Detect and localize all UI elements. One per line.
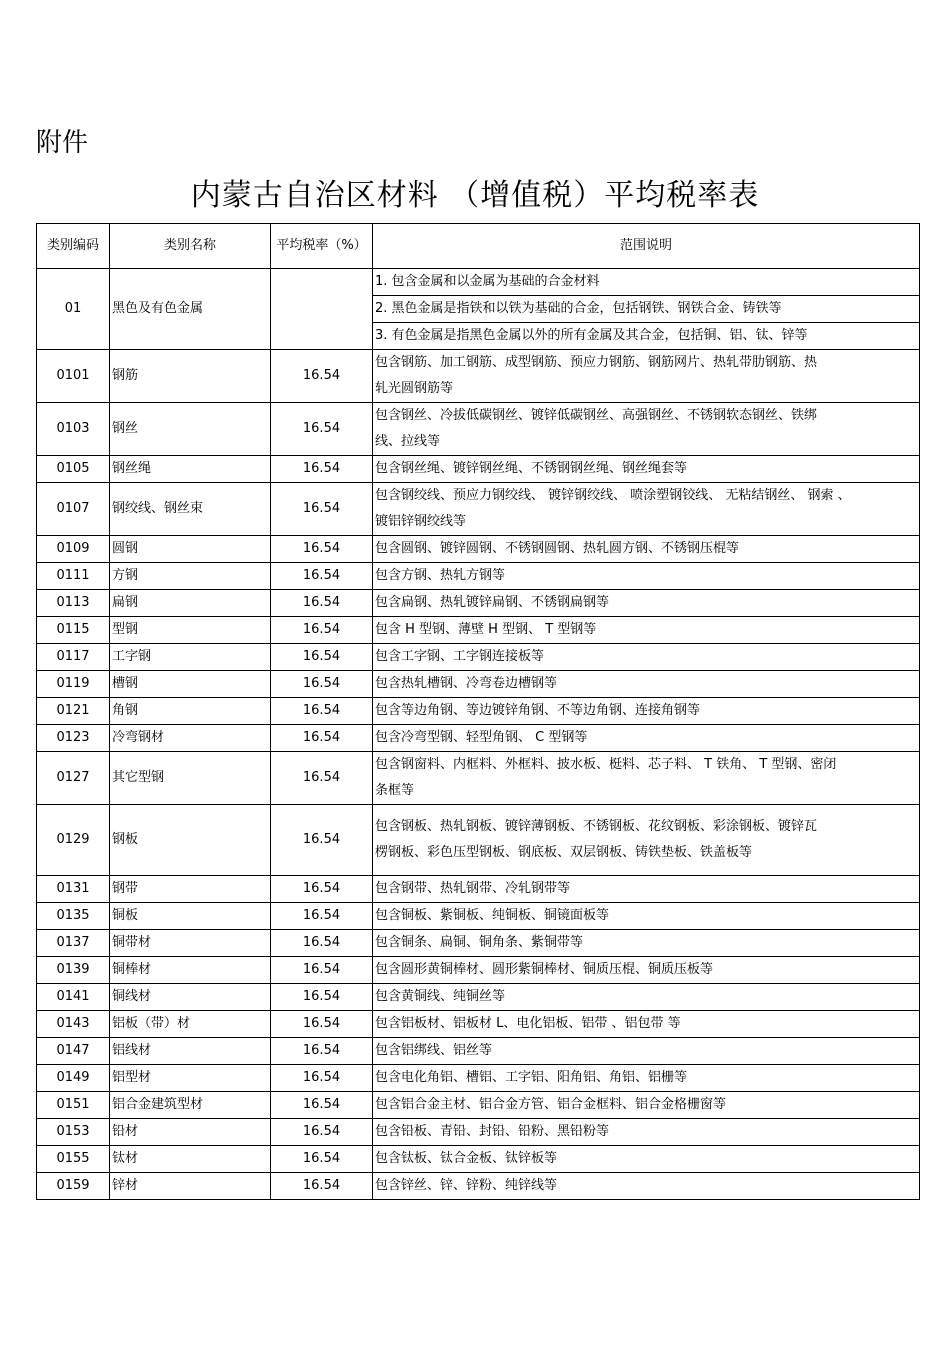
table-row — [37, 483, 920, 536]
row-code: 0153 — [37, 1119, 110, 1146]
attachment-label: 附件 — [36, 128, 89, 158]
tax-rate-table — [36, 223, 920, 1200]
table-row — [37, 671, 920, 698]
row-desc — [373, 1146, 920, 1173]
row-desc — [373, 698, 920, 725]
row-name: 工字钢 — [110, 644, 271, 671]
row-desc — [373, 984, 920, 1011]
table-row — [37, 1065, 920, 1092]
row-name: 钢板 — [110, 805, 271, 876]
table-row — [37, 1011, 920, 1038]
row-rate: 16.54 — [271, 698, 373, 725]
row-rate: 16.54 — [271, 1146, 373, 1173]
row-code: 0155 — [37, 1146, 110, 1173]
row-rate: 16.54 — [271, 671, 373, 698]
group-row — [37, 269, 920, 296]
table-row — [37, 1173, 920, 1200]
header-name: 类别名称 — [110, 224, 271, 269]
row-desc-line: 包含钢筋、加工钢筋、成型钢筋、预应力钢筋、钢筋网片、热轧带肋钢筋、热 — [375, 355, 818, 370]
row-name: 钢带 — [110, 876, 271, 903]
row-desc-line: 线、拉线等 — [375, 434, 441, 449]
row-code: 0149 — [37, 1065, 110, 1092]
row-code: 0129 — [37, 805, 110, 876]
table-row — [37, 644, 920, 671]
row-code: 0115 — [37, 617, 110, 644]
row-desc — [373, 403, 920, 456]
header-desc: 范围说明 — [373, 224, 920, 269]
row-code: 0105 — [37, 456, 110, 483]
table-row — [37, 1092, 920, 1119]
group-desc-line: 1. 包含金属和以金属为基础的合金材料 — [373, 269, 920, 296]
row-desc-line: 包含圆钢、镀锌圆钢、不锈钢圆钢、热轧圆方钢、不锈钢压棍等 — [375, 541, 740, 556]
group-desc-line: 3. 有色金属是指黑色金属以外的所有金属及其合金，包括铜、铝、钛、锌等 — [373, 323, 920, 350]
row-name: 钢丝绳 — [110, 456, 271, 483]
header-rate: 平均税率（%） — [271, 224, 373, 269]
row-desc-line: 包含 H 型钢、薄壁 H 型钢、 T 型钢等 — [375, 622, 597, 637]
group-desc-line: 2. 黑色金属是指铁和以铁为基础的合金，包括钢铁、钢铁合金、铸铁等 — [373, 296, 920, 323]
row-rate: 16.54 — [271, 644, 373, 671]
row-desc — [373, 350, 920, 403]
row-desc-line: 包含钢带、热轧钢带、冷轧钢带等 — [375, 881, 571, 896]
row-rate: 16.54 — [271, 536, 373, 563]
row-code: 0151 — [37, 1092, 110, 1119]
row-name: 锌材 — [110, 1173, 271, 1200]
row-desc — [373, 903, 920, 930]
row-desc-line: 包含锌丝、锌、锌粉、纯锌线等 — [375, 1178, 558, 1193]
group-code: 01 — [37, 269, 110, 350]
row-desc — [373, 1173, 920, 1200]
row-desc-line: 轧光圆钢筋等 — [375, 381, 454, 396]
row-rate: 16.54 — [271, 1119, 373, 1146]
row-code: 0131 — [37, 876, 110, 903]
row-name: 铝板（带）材 — [110, 1011, 271, 1038]
table-row — [37, 903, 920, 930]
row-desc-line: 包含黄铜线、纯铜丝等 — [375, 989, 506, 1004]
row-name: 槽钢 — [110, 671, 271, 698]
table-row — [37, 957, 920, 984]
row-code: 0147 — [37, 1038, 110, 1065]
row-desc — [373, 1119, 920, 1146]
row-name: 钛材 — [110, 1146, 271, 1173]
row-name: 其它型钢 — [110, 752, 271, 805]
row-rate: 16.54 — [271, 725, 373, 752]
row-rate: 16.54 — [271, 590, 373, 617]
row-code: 0137 — [37, 930, 110, 957]
row-name: 扁钢 — [110, 590, 271, 617]
row-desc-line: 包含热轧槽钢、冷弯卷边槽钢等 — [375, 676, 558, 691]
row-code: 0159 — [37, 1173, 110, 1200]
table-body — [37, 269, 920, 1200]
row-desc-line: 包含钢绞线、预应力钢绞线、 镀锌钢绞线、 喷涂塑钢铰线、 无粘结钢丝、 钢索 、 — [375, 488, 851, 503]
table-row — [37, 1119, 920, 1146]
row-code: 0107 — [37, 483, 110, 536]
row-desc — [373, 957, 920, 984]
row-code: 0141 — [37, 984, 110, 1011]
row-code: 0119 — [37, 671, 110, 698]
row-desc-line: 包含扁钢、热轧镀锌扁钢、不锈钢扁钢等 — [375, 595, 610, 610]
row-desc-line: 包含钢板、热轧钢板、镀锌薄钢板、不锈钢板、花纹钢板、彩涂钢板、镀锌瓦 — [375, 819, 818, 834]
row-name: 铝合金建筑型材 — [110, 1092, 271, 1119]
row-rate: 16.54 — [271, 1092, 373, 1119]
row-code: 0117 — [37, 644, 110, 671]
row-desc-line: 包含电化角铝、槽铝、工字铝、阳角铝、角铝、铝栅等 — [375, 1070, 688, 1085]
group-name: 黑色及有色金属 — [110, 269, 271, 350]
row-name: 方钢 — [110, 563, 271, 590]
row-code: 0121 — [37, 698, 110, 725]
table-row — [37, 805, 920, 876]
row-desc-line: 包含钛板、钛合金板、钛锌板等 — [375, 1151, 558, 1166]
table-header-row — [37, 224, 920, 269]
row-desc — [373, 1092, 920, 1119]
row-rate: 16.54 — [271, 1173, 373, 1200]
group-rate — [271, 269, 373, 350]
row-code: 0101 — [37, 350, 110, 403]
row-desc-line: 包含工字钢、工字钢连接板等 — [375, 649, 545, 664]
row-rate: 16.54 — [271, 876, 373, 903]
row-desc — [373, 930, 920, 957]
table-row — [37, 563, 920, 590]
row-name: 钢筋 — [110, 350, 271, 403]
row-desc-line: 楞钢板、彩色压型钢板、钢底板、双层钢板、铸铁垫板、铁盖板等 — [375, 845, 753, 860]
row-rate: 16.54 — [271, 752, 373, 805]
row-desc-line: 条框等 — [375, 783, 415, 798]
row-name: 钢丝 — [110, 403, 271, 456]
row-rate: 16.54 — [271, 456, 373, 483]
row-code: 0143 — [37, 1011, 110, 1038]
row-rate: 16.54 — [271, 617, 373, 644]
row-desc — [373, 644, 920, 671]
row-rate: 16.54 — [271, 483, 373, 536]
row-desc-line: 包含冷弯型钢、轻型角钢、 C 型钢等 — [375, 730, 588, 745]
row-code: 0103 — [37, 403, 110, 456]
row-desc — [373, 1011, 920, 1038]
table-row — [37, 350, 920, 403]
row-code: 0127 — [37, 752, 110, 805]
row-name: 冷弯钢材 — [110, 725, 271, 752]
table-row — [37, 725, 920, 752]
row-rate: 16.54 — [271, 903, 373, 930]
row-code: 0109 — [37, 536, 110, 563]
row-name: 铜线材 — [110, 984, 271, 1011]
table-row — [37, 1146, 920, 1173]
row-rate: 16.54 — [271, 984, 373, 1011]
row-desc-line: 包含钢丝、冷拔低碳钢丝、镀锌低碳钢丝、高强钢丝、不锈钢软态钢丝、铁绑 — [375, 408, 818, 423]
row-desc-line: 包含圆形黄铜棒材、圆形紫铜棒材、铜质压棍、铜质压板等 — [375, 962, 714, 977]
row-rate: 16.54 — [271, 403, 373, 456]
table-row — [37, 536, 920, 563]
row-desc — [373, 536, 920, 563]
row-desc — [373, 752, 920, 805]
row-code: 0123 — [37, 725, 110, 752]
row-desc-line: 包含铝合金主材、铝合金方管、铝合金框料、铝合金格栅窗等 — [375, 1097, 727, 1112]
row-rate: 16.54 — [271, 563, 373, 590]
row-desc — [373, 725, 920, 752]
table-row — [37, 930, 920, 957]
table-row — [37, 984, 920, 1011]
table-row — [37, 403, 920, 456]
page-title: 内蒙古自治区材料 （增值税）平均税率表 — [190, 178, 760, 213]
row-desc — [373, 590, 920, 617]
row-name: 钢绞线、钢丝束 — [110, 483, 271, 536]
row-desc-line: 包含铅板、青铅、封铅、铅粉、黑铅粉等 — [375, 1124, 610, 1139]
table-row — [37, 876, 920, 903]
row-rate: 16.54 — [271, 930, 373, 957]
row-name: 铝型材 — [110, 1065, 271, 1092]
row-rate: 16.54 — [271, 1038, 373, 1065]
row-name: 铜带材 — [110, 930, 271, 957]
table-row — [37, 456, 920, 483]
row-desc-line: 包含铜条、扁铜、铜角条、紫铜带等 — [375, 935, 584, 950]
row-rate: 16.54 — [271, 350, 373, 403]
row-name: 型钢 — [110, 617, 271, 644]
row-desc-line: 包含等边角钢、等边镀锌角钢、不等边角钢、连接角钢等 — [375, 703, 701, 718]
row-desc-line: 包含方钢、热轧方钢等 — [375, 568, 506, 583]
row-desc — [373, 617, 920, 644]
row-desc — [373, 483, 920, 536]
table-row — [37, 590, 920, 617]
row-name: 铝线材 — [110, 1038, 271, 1065]
row-desc — [373, 805, 920, 876]
table-row — [37, 617, 920, 644]
table-row — [37, 752, 920, 805]
row-desc — [373, 671, 920, 698]
row-rate: 16.54 — [271, 805, 373, 876]
row-desc-line: 镀铝锌钢绞线等 — [375, 514, 467, 529]
row-desc-line: 包含铜板、紫铜板、纯铜板、铜镜面板等 — [375, 908, 610, 923]
row-rate: 16.54 — [271, 1065, 373, 1092]
row-code: 0111 — [37, 563, 110, 590]
row-desc — [373, 456, 920, 483]
row-name: 铜棒材 — [110, 957, 271, 984]
row-desc-line: 包含钢丝绳、镀锌钢丝绳、不锈钢钢丝绳、钢丝绳套等 — [375, 461, 688, 476]
row-desc — [373, 1038, 920, 1065]
row-desc — [373, 1065, 920, 1092]
row-rate: 16.54 — [271, 957, 373, 984]
row-name: 铜板 — [110, 903, 271, 930]
row-desc — [373, 563, 920, 590]
table-row — [37, 1038, 920, 1065]
row-name: 铅材 — [110, 1119, 271, 1146]
row-code: 0139 — [37, 957, 110, 984]
row-name: 圆钢 — [110, 536, 271, 563]
table-row — [37, 698, 920, 725]
row-rate: 16.54 — [271, 1011, 373, 1038]
row-name: 角钢 — [110, 698, 271, 725]
row-desc-line: 包含铝绑线、铝丝等 — [375, 1043, 493, 1058]
header-code: 类别编码 — [37, 224, 110, 269]
row-code: 0135 — [37, 903, 110, 930]
row-desc-line: 包含钢窗料、内框料、外框料、披水板、梃料、芯子料、 T 铁角、 T 型钢、密闭 — [375, 757, 837, 772]
row-desc-line: 包含铝板材、铝板材 L、电化铝板、铝带 、铝包带 等 — [375, 1016, 681, 1031]
row-desc — [373, 876, 920, 903]
row-code: 0113 — [37, 590, 110, 617]
